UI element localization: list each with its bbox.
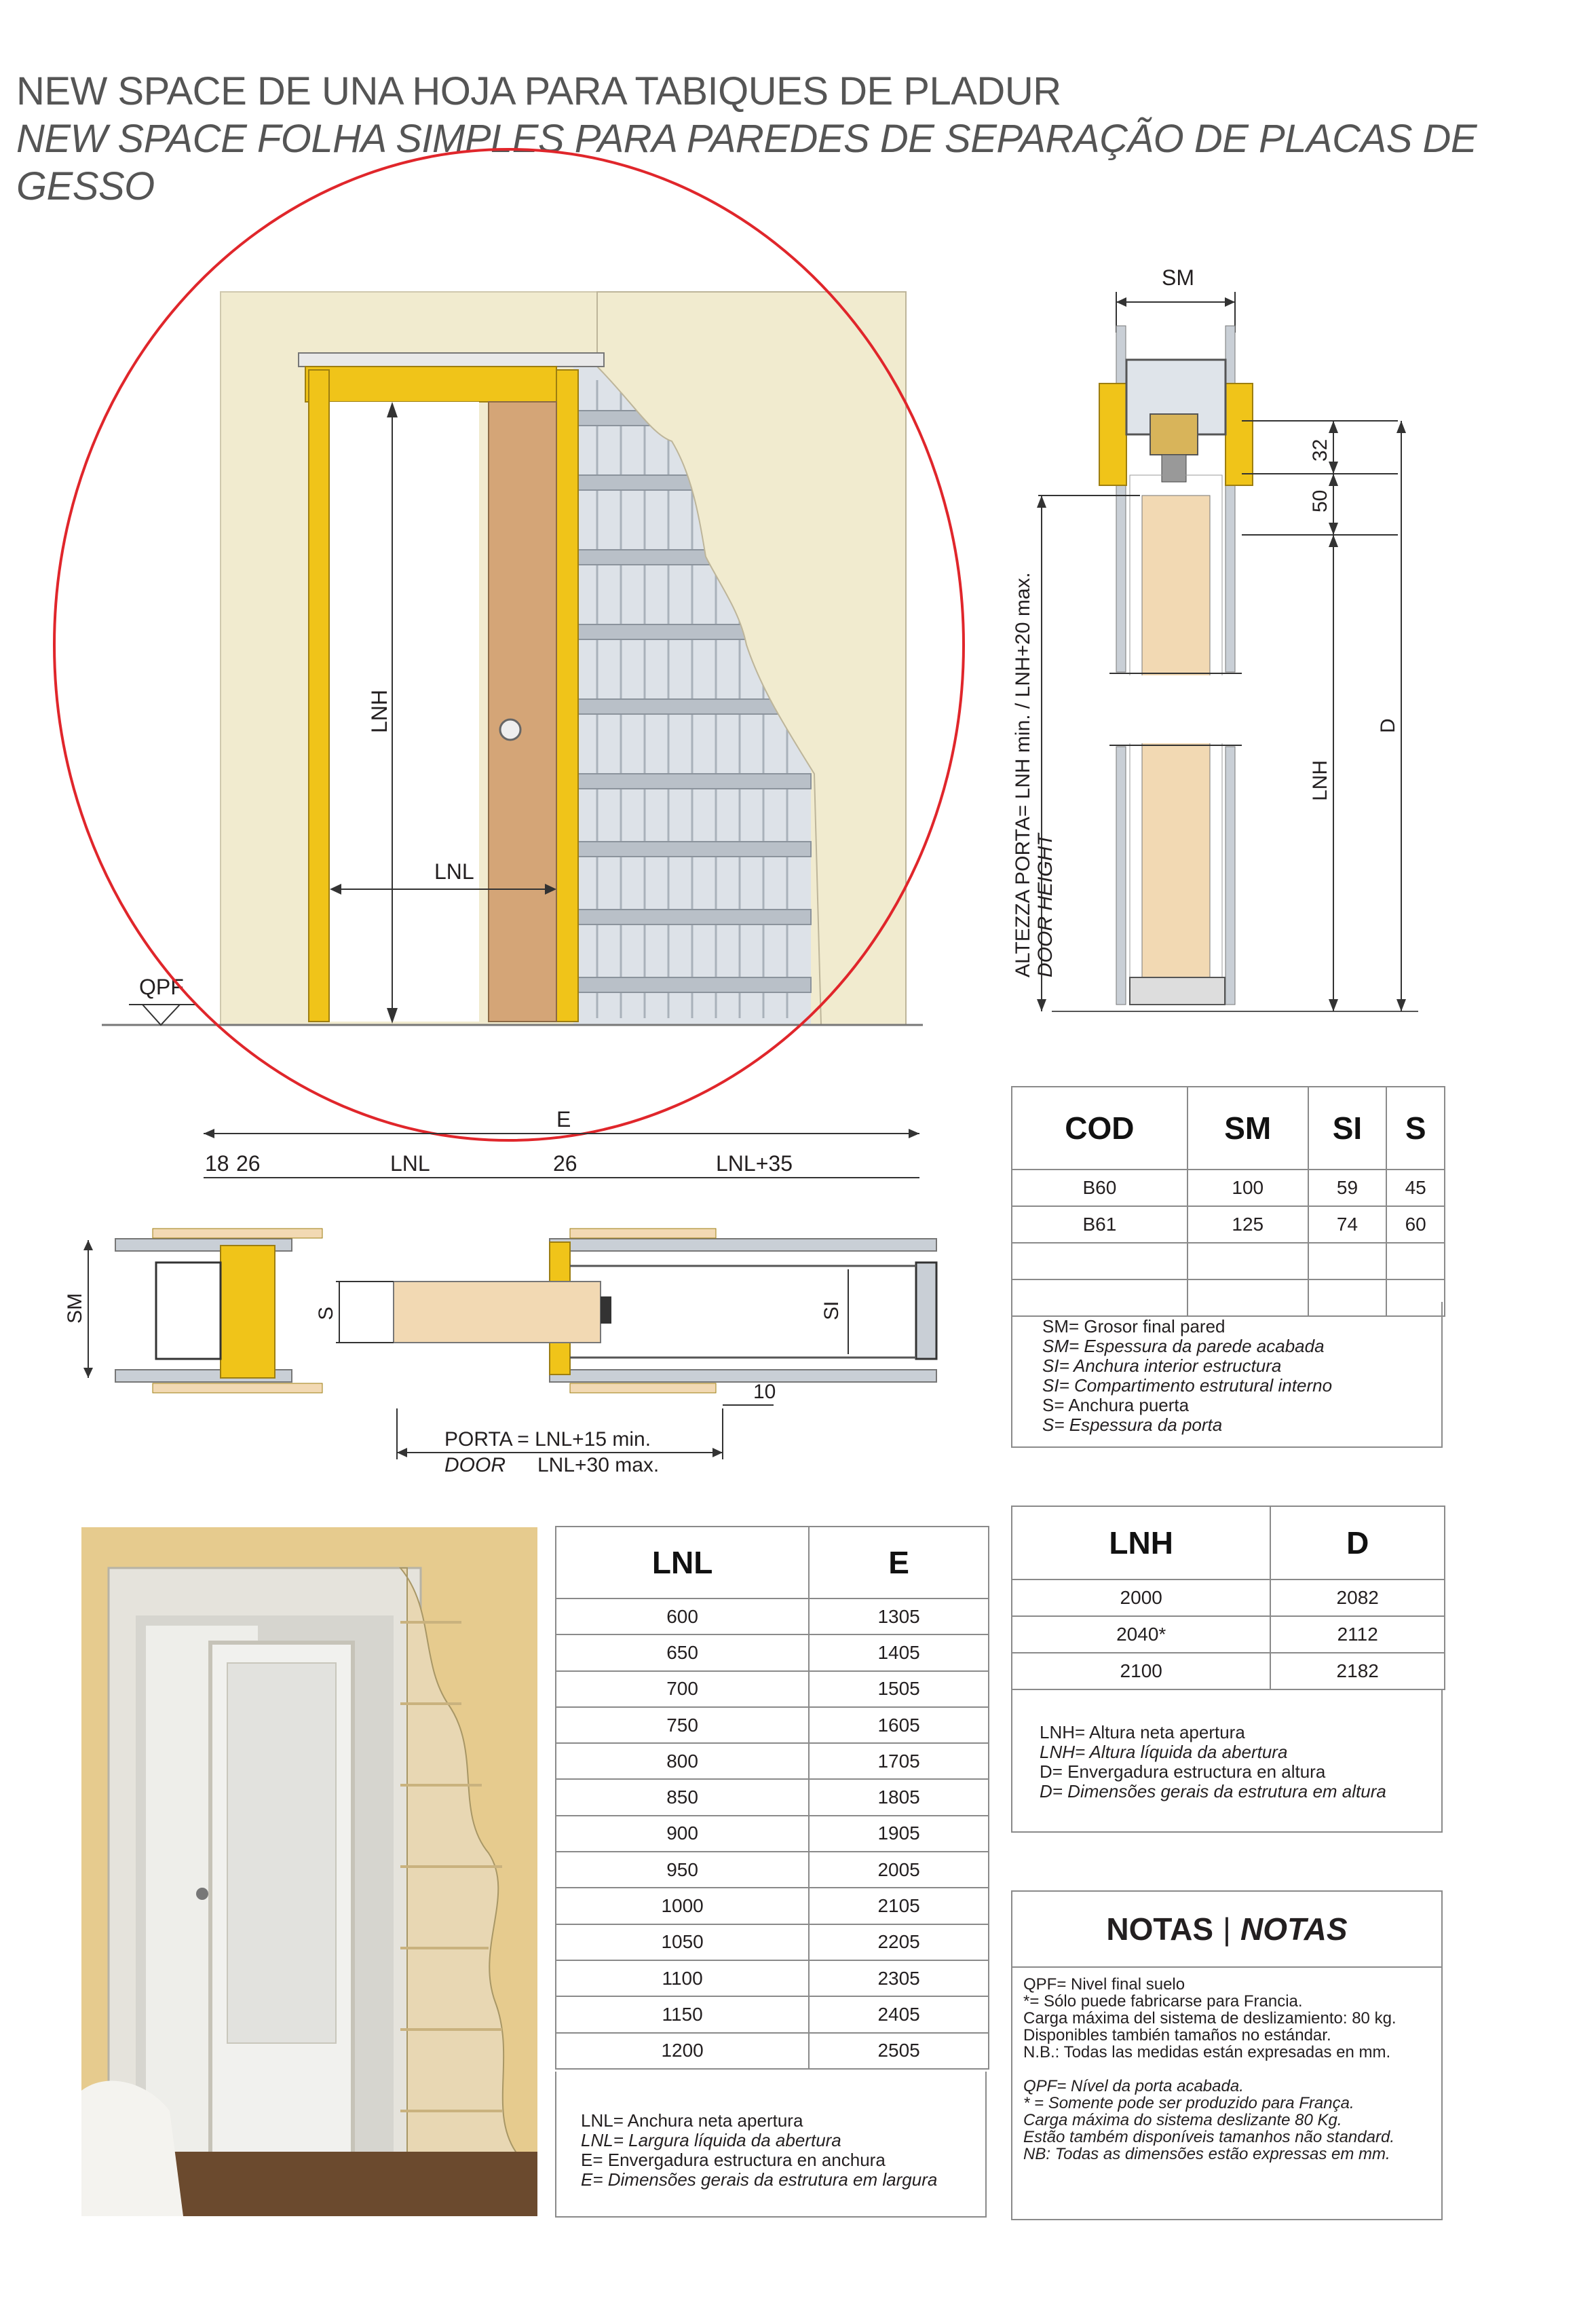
legend-line: LNL= Largura líquida da abertura: [581, 2130, 841, 2150]
e-label: E: [556, 1107, 571, 1132]
table-cell: 1405: [809, 1634, 989, 1670]
table-cell: B61: [1012, 1206, 1188, 1243]
table-cell: 125: [1188, 1206, 1308, 1243]
table-cell: [1012, 1243, 1188, 1279]
table-row: [1012, 1579, 1445, 1616]
table-cell: 900: [556, 1816, 809, 1852]
note-line: QPF= Nivel final suelo: [1023, 1975, 1185, 1994]
sliding-door-leaf: [489, 402, 556, 1022]
dim-32-label: 32: [1309, 438, 1331, 462]
table-cell: 1200: [556, 2033, 809, 2069]
note-line: Carga máxima do sistema deslizante 80 Kg.: [1023, 2111, 1342, 2129]
legend-line: SI= Compartimento estrutural interno: [1042, 1375, 1333, 1396]
si-header: SI: [1308, 1087, 1387, 1170]
lnh-legend: [1011, 1689, 1443, 1833]
table-row: [556, 1707, 989, 1743]
table-cell: 1100: [556, 1960, 809, 1996]
dim-50-label: 50: [1309, 489, 1331, 512]
table-row: [556, 1599, 989, 1634]
table-row: [556, 2033, 989, 2069]
note-line: N.B.: Todas las medidas están expresadas en mm.: [1023, 2043, 1391, 2061]
note-line: * = Somente pode ser produzido para França.: [1023, 2094, 1354, 2112]
dim-26b-label: 26: [553, 1151, 577, 1176]
table-cell: 2100: [1012, 1653, 1270, 1689]
porta-label-2b: LNL+30 max.: [537, 1454, 660, 1476]
table-row: [556, 1743, 989, 1779]
table-row: [1012, 1206, 1445, 1243]
door-height-label-1: ALTEZZA PORTA= LNH min. / LNH+20 max.: [1012, 572, 1034, 977]
legend-line: S= Anchura puerta: [1042, 1395, 1190, 1415]
legend-line: LNH= Altura neta apertura: [1040, 1722, 1245, 1742]
lnl-header: LNL: [556, 1527, 809, 1599]
lnl-legend: [555, 2072, 987, 2218]
lnh-header: LNH: [1012, 1506, 1270, 1579]
table-row: [556, 1779, 989, 1815]
table-cell: 1805: [809, 1779, 989, 1815]
table-cell: 1000: [556, 1888, 809, 1924]
note-line: QPF= Nível da porta acabada.: [1023, 2077, 1244, 2095]
table-cell: 600: [556, 1599, 809, 1634]
cod-legend: [1011, 1302, 1443, 1448]
notes-title-es: NOTAS: [1106, 1911, 1214, 1947]
cod-header: COD: [1012, 1087, 1188, 1170]
porta-label-2a: DOOR: [444, 1454, 506, 1476]
table-row: [556, 1852, 989, 1888]
plan-view-drawing: [54, 1100, 991, 1480]
sm-header: SM: [1188, 1087, 1308, 1170]
table-row: [556, 1888, 989, 1924]
table-cell: 2112: [1270, 1616, 1445, 1653]
table-cell: 2082: [1270, 1579, 1445, 1616]
table-cell: 2040*: [1012, 1616, 1270, 1653]
notes-title-pt: NOTAS: [1240, 1911, 1348, 1947]
lnl-table-body: [556, 1599, 989, 2069]
table-cell: 59: [1308, 1170, 1387, 1206]
table-cell: 60: [1386, 1206, 1445, 1243]
table-cell: 700: [556, 1671, 809, 1707]
porta-label-1: PORTA = LNL+15 min.: [444, 1428, 651, 1451]
table-cell: 45: [1386, 1170, 1445, 1206]
legend-line: SM= Espessura da parede acabada: [1042, 1336, 1325, 1356]
table-row: [1012, 1243, 1445, 1279]
table-cell: 2000: [1012, 1579, 1270, 1616]
dim-18-label: 18: [205, 1151, 229, 1176]
legend-line: D= Dimensões gerais da estrutura em altura: [1040, 1781, 1386, 1801]
lnl-label: LNL: [390, 1151, 430, 1176]
table-row: [1012, 1616, 1445, 1653]
lnh-label: LNH: [1309, 760, 1331, 801]
table-cell: [1188, 1243, 1308, 1279]
lnl-table: [555, 1526, 989, 2070]
note-line: Disponibles también tamaños no estándar.: [1023, 2026, 1331, 2044]
table-cell: 2305: [809, 1960, 989, 1996]
legend-line: E= Envergadura estructura en anchura: [581, 2150, 886, 2170]
lnl-label: LNL: [434, 859, 474, 884]
sm-label: SM: [64, 1293, 86, 1324]
table-cell: 2405: [809, 1996, 989, 2032]
title-spanish: NEW SPACE DE UNA HOJA PARA TABIQUES DE PLADUR: [16, 69, 1061, 113]
door-frame: [299, 353, 604, 1022]
s-label: S: [315, 1306, 337, 1320]
note-line: NB: Todas as dimensões estão expressas em mm.: [1023, 2145, 1390, 2163]
cod-table: [1011, 1086, 1445, 1317]
legend-line: S= Espessura da porta: [1042, 1415, 1223, 1435]
d-header: D: [1270, 1506, 1445, 1579]
table-cell: B60: [1012, 1170, 1188, 1206]
table-cell: 1050: [556, 1924, 809, 1960]
door-height-label-2: DOOR HEIGHT: [1034, 834, 1057, 977]
table-cell: 1705: [809, 1743, 989, 1779]
lnh-label: LNH: [367, 689, 392, 733]
lnh-table: [1011, 1506, 1445, 1690]
table-row: [556, 1960, 989, 1996]
table-cell: 2005: [809, 1852, 989, 1888]
table-cell: 850: [556, 1779, 809, 1815]
dim-10-label: 10: [753, 1381, 776, 1403]
table-cell: 2205: [809, 1924, 989, 1960]
table-row: [556, 1816, 989, 1852]
legend-line: D= Envergadura estructura en altura: [1040, 1761, 1326, 1782]
table-cell: 1905: [809, 1816, 989, 1852]
cutaway-structure: [573, 292, 906, 1025]
notes-title-separator: |: [1223, 1911, 1231, 1947]
table-row: [1012, 1653, 1445, 1689]
table-row: [556, 1924, 989, 1960]
product-photo: [81, 1527, 537, 2216]
door-handle: [500, 719, 520, 740]
table-cell: [1308, 1243, 1387, 1279]
table-cell: [1386, 1243, 1445, 1279]
legend-line: LNL= Anchura neta apertura: [581, 2110, 803, 2131]
title-portuguese: NEW SPACE FOLHA SIMPLES PARA PAREDES DE SEPARAÇÃO DE PLACAS DE GESSO: [16, 117, 1477, 208]
sm-label: SM: [1162, 265, 1194, 290]
vertical-section-drawing: [984, 258, 1459, 1039]
notes-body: [1012, 1968, 1441, 2163]
s-header: S: [1386, 1087, 1445, 1170]
table-cell: 1605: [809, 1707, 989, 1743]
d-label: D: [1377, 718, 1399, 733]
dim-26a-label: 26: [236, 1151, 261, 1176]
legend-line: E= Dimensões gerais da estrutura em largura: [581, 2169, 938, 2190]
note-line: *= Sólo puede fabricarse para Francia.: [1023, 1992, 1303, 2011]
notes-title: [1012, 1892, 1441, 1968]
si-label: SI: [820, 1301, 843, 1320]
table-cell: 1305: [809, 1599, 989, 1634]
table-cell: 2182: [1270, 1653, 1445, 1689]
table-cell: 1505: [809, 1671, 989, 1707]
table-row: [1012, 1170, 1445, 1206]
legend-line: SM= Grosor final pared: [1042, 1316, 1226, 1336]
table-row: [556, 1634, 989, 1670]
notes-box: [1011, 1890, 1443, 2220]
table-cell: 74: [1308, 1206, 1387, 1243]
table-row: [556, 1996, 989, 2032]
legend-line: LNH= Altura líquida da abertura: [1040, 1742, 1288, 1762]
door-leaf-plan: [394, 1282, 601, 1343]
table-cell: 950: [556, 1852, 809, 1888]
table-cell: 100: [1188, 1170, 1308, 1206]
table-cell: 800: [556, 1743, 809, 1779]
note-line: Carga máxima del sistema de deslizamiento: 80 kg.: [1023, 2009, 1396, 2027]
table-cell: 650: [556, 1634, 809, 1670]
table-cell: 750: [556, 1707, 809, 1743]
lnl35-label: LNL+35: [716, 1151, 793, 1176]
e-header: E: [809, 1527, 989, 1599]
table-cell: 1150: [556, 1996, 809, 2032]
table-cell: 2505: [809, 2033, 989, 2069]
table-cell: 2105: [809, 1888, 989, 1924]
table-row: [556, 1671, 989, 1707]
note-line: Estão também disponíveis tamanhos não standard.: [1023, 2128, 1394, 2146]
legend-line: SI= Anchura interior estructura: [1042, 1356, 1282, 1376]
qpf-label: QPF: [139, 975, 184, 999]
